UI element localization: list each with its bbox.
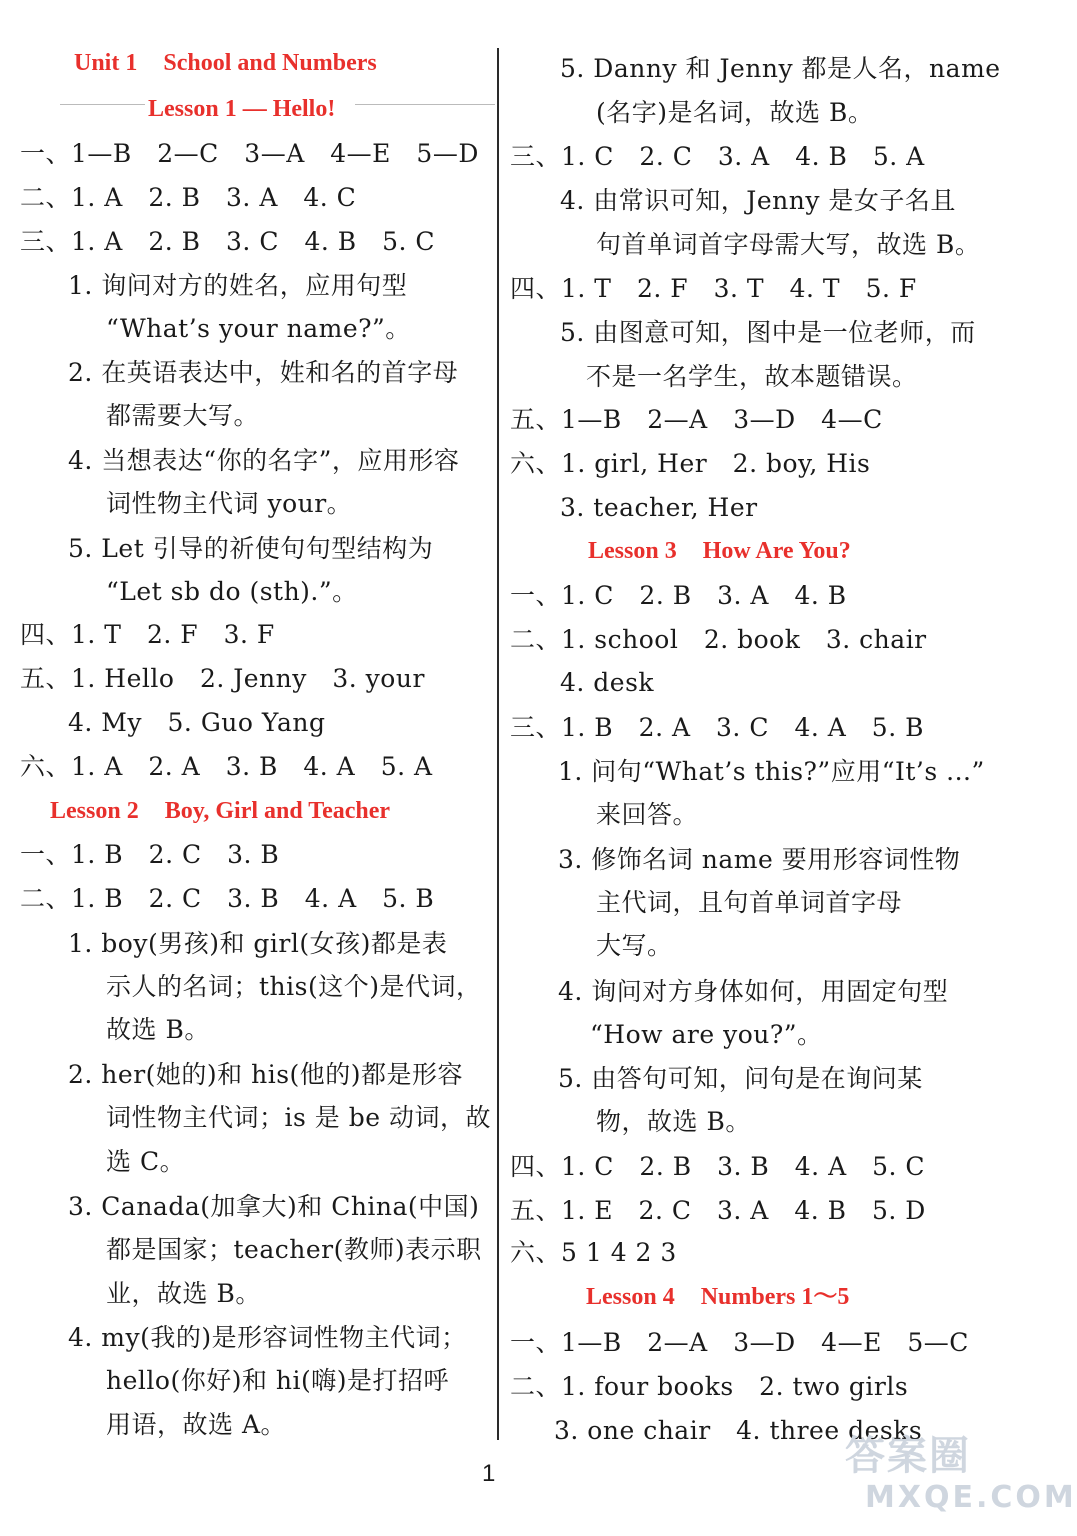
answer-line: “What’s your name?”。: [106, 314, 411, 343]
answer-line: 不是一名学生，故本题错误。: [586, 362, 918, 391]
heading-label: Lesson 4: [586, 1284, 675, 1310]
answer-line: 示人的名词；this(这个)是代词，: [106, 972, 482, 1001]
answer-line: 词性物主代词 your。: [106, 489, 353, 518]
answer-line: 3. one chair 4. three desks: [554, 1416, 923, 1445]
heading-rule-left: [60, 104, 145, 105]
answer-line: hello(你好)和 hi(嗨)是打招呼: [106, 1366, 449, 1395]
section-heading: [148, 92, 335, 126]
answer-line: 1. boy(男孩)和 girl(女孩)都是表: [68, 929, 448, 958]
heading-title: School and Numbers: [163, 50, 377, 76]
column-divider: [497, 48, 499, 1440]
answer-line: 4. my(我的)是形容词性物主代词；: [68, 1323, 467, 1352]
section-heading: [74, 46, 377, 80]
answer-line: 四、1. T 2. F 3. F: [20, 620, 275, 649]
answer-line: 三、1. A 2. B 3. C 4. B 5. C: [20, 227, 436, 256]
answer-line: 二、1. four books 2. two girls: [510, 1372, 909, 1401]
answer-line: 四、1. C 2. B 3. B 4. A 5. C: [510, 1152, 926, 1181]
heading-label: Lesson 2: [50, 798, 139, 824]
answer-line: 一、1—B 2—A 3—D 4—E 5—C: [510, 1328, 969, 1357]
answer-line: 5. Let 引导的祈使句句型结构为: [68, 534, 434, 563]
answer-line: 4. desk: [560, 668, 655, 697]
heading-label: Unit 1: [74, 50, 138, 76]
answer-line: 2. her(她的)和 his(他的)都是形容: [68, 1060, 464, 1089]
answer-line: 都是国家；teacher(教师)表示职: [106, 1235, 482, 1264]
answer-line: 2. 在英语表达中，姓和名的首字母: [68, 358, 459, 387]
answer-line: (名字)是名词，故选 B。: [596, 98, 874, 127]
page-number: 1: [482, 1460, 496, 1487]
answer-line: 六、1. girl, Her 2. boy, His: [510, 449, 871, 478]
section-heading: [50, 794, 390, 828]
answer-line: 一、1. C 2. B 3. A 4. B: [510, 581, 847, 610]
answer-line: 1. 询问对方的姓名，应用句型: [68, 271, 408, 300]
answer-line: 3. Canada(加拿大)和 China(中国): [68, 1192, 480, 1221]
watermark-bottom-text: MXQE.COM: [865, 1480, 1077, 1515]
answer-line: “Let sb do (sth).”。: [106, 577, 358, 606]
answer-line: 物，故选 B。: [596, 1107, 751, 1136]
answer-line: 三、1. C 2. C 3. A 4. B 5. A: [510, 142, 925, 171]
heading-title: Numbers 1～5: [700, 1284, 850, 1310]
answer-line: 4. 当想表达“你的名字”，应用形容: [68, 446, 460, 475]
answer-line: “How are you?”。: [590, 1020, 823, 1049]
answer-line: 4. 询问对方身体如何，用固定句型: [558, 977, 949, 1006]
heading-label: Lesson 1 — Hello!: [148, 96, 336, 122]
answer-line: 来回答。: [596, 800, 699, 829]
heading-rule-right: [355, 104, 495, 105]
answer-line: 六、5 1 4 2 3: [510, 1238, 677, 1267]
answer-line: 句首单词首字母需大写，故选 B。: [596, 230, 981, 259]
answer-line: 4. My 5. Guo Yang: [68, 708, 326, 737]
answer-line: 一、1—B 2—C 3—A 4—E 5—D: [20, 139, 479, 168]
heading-label: Lesson 3: [588, 538, 677, 564]
answer-line: 主代词，且句首单词首字母: [596, 888, 903, 917]
answer-line: 业，故选 B。: [106, 1279, 261, 1308]
section-heading: [588, 534, 851, 568]
answer-line: 1. 问句“What’s this?”应用“It’s ...”: [558, 757, 985, 786]
answer-line: 二、1. school 2. book 3. chair: [510, 625, 927, 654]
watermark-logo: [845, 1432, 1077, 1532]
answer-line: 一、1. B 2. C 3. B: [20, 840, 280, 869]
answer-line: 五、1. E 2. C 3. A 4. B 5. D: [510, 1196, 926, 1225]
heading-title: How Are You?: [702, 538, 851, 564]
answer-line: 二、1. B 2. C 3. B 4. A 5. B: [20, 884, 435, 913]
answer-line: 选 C。: [106, 1147, 186, 1176]
answer-line: 5. 由图意可知，图中是一位老师，而: [560, 318, 976, 347]
answer-line: 词性物主代词；is 是 be 动词，故: [106, 1103, 491, 1132]
answer-line: 六、1. A 2. A 3. B 4. A 5. A: [20, 752, 433, 781]
heading-title: Boy, Girl and Teacher: [164, 798, 391, 824]
answer-line: 四、1. T 2. F 3. T 4. T 5. F: [510, 274, 917, 303]
answer-line: 三、1. B 2. A 3. C 4. A 5. B: [510, 713, 924, 742]
answer-line: 5. Danny 和 Jenny 都是人名，name: [560, 54, 1001, 83]
answer-line: 大写。: [596, 931, 673, 960]
answer-line: 故选 B。: [106, 1015, 210, 1044]
answer-line: 五、1—B 2—A 3—D 4—C: [510, 405, 883, 434]
answer-line: 3. teacher, Her: [560, 493, 758, 522]
answer-line: 3. 修饰名词 name 要用形容词性物: [558, 845, 961, 874]
answer-line: 5. 由答句可知，问句是在询问某: [558, 1064, 923, 1093]
answer-line: 4. 由常识可知，Jenny 是女子名且: [560, 186, 956, 215]
answer-line: 五、1. Hello 2. Jenny 3. your: [20, 664, 425, 693]
answer-line: 用语，故选 A。: [106, 1410, 287, 1439]
answer-line: 二、1. A 2. B 3. A 4. C: [20, 183, 357, 212]
section-heading: [586, 1280, 849, 1314]
watermark-top-text: 答案圈: [845, 1433, 971, 1479]
answer-line: 都需要大写。: [106, 401, 260, 430]
